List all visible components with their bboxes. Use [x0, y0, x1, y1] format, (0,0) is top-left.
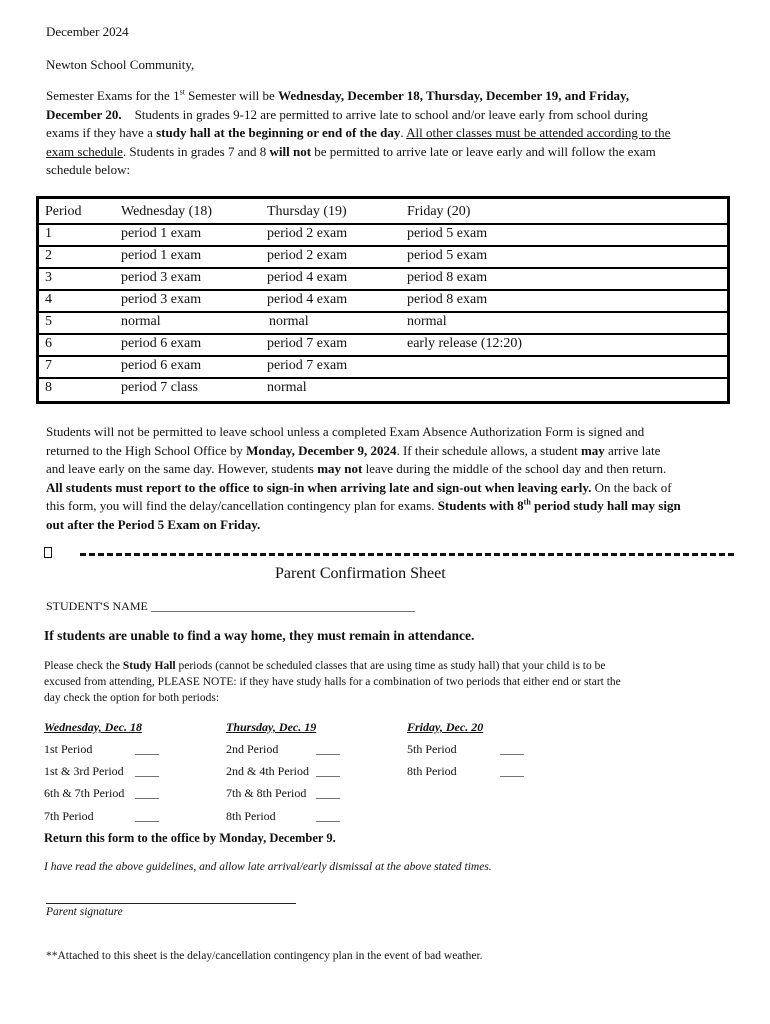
option-6th-7th-period-label: 6th & 7th Period [44, 786, 125, 800]
study-hall-instructions: Please check the Study Hall periods (cannot be scheduled classes that are using time as study hall) that your child is to be excused from attending, PLEASE NOTE: if they have study halls for a combination of two periods that either end or start the day check the option for both periods: [44, 660, 621, 704]
cell-wednesday: period 1 exam [121, 226, 202, 241]
option-7th-8th-period-checkbox[interactable]: ____ [316, 786, 340, 800]
option-7th-period-wed-label: 7th Period [44, 809, 94, 823]
cell-friday: period 5 exam [407, 226, 488, 241]
agreement-statement: I have read the above guidelines, and allow late arrival/early dismissal at the above stated times. [44, 861, 492, 873]
cell-wednesday: normal [121, 314, 161, 329]
cell-thursday: normal [269, 314, 309, 329]
cell-thursday: normal [267, 380, 307, 395]
return-note: Return this form to the office by Monday, December 9. [44, 831, 336, 845]
header-friday: Friday (20) [407, 204, 471, 219]
signature-label: Parent signature [46, 906, 123, 918]
cell-period: 7 [45, 358, 52, 373]
option-2nd-period-label: 2nd Period [226, 742, 279, 756]
cell-period: 5 [45, 314, 52, 329]
signature-line[interactable] [46, 903, 296, 904]
option-5th-period-checkbox[interactable]: ____ [500, 742, 524, 756]
option-1st-period-label: 1st Period [44, 742, 93, 756]
table-row [39, 267, 727, 291]
cell-thursday: period 7 exam [267, 358, 348, 373]
table-row [39, 289, 727, 313]
header-friday-dec-20: Friday, Dec. 20 [407, 720, 484, 734]
cell-thursday: period 2 exam [267, 248, 348, 263]
option-8th-period-thu-label: 8th Period [226, 809, 276, 823]
table-header-row [39, 201, 727, 225]
table-row [39, 333, 727, 357]
cell-wednesday: period 3 exam [121, 292, 202, 307]
header-wednesday: Wednesday (18) [121, 204, 213, 219]
cell-period: 4 [45, 292, 52, 307]
table-row [39, 245, 727, 269]
cell-period: 8 [45, 380, 52, 395]
header-thursday-dec-19: Thursday, Dec. 19 [226, 720, 317, 734]
cell-friday: normal [407, 314, 447, 329]
cell-wednesday: period 6 exam [121, 336, 202, 351]
option-7th-period-wed-checkbox[interactable]: ____ [135, 809, 159, 823]
intro-paragraph: Semester Exams for the 1st Semester will be Wednesday, December 18, Thursday, December 19, and Friday, December 20. Students in grades 9-12 are permitted to arrive late to school and/or leave early from school during exams if they have a study hall at the beginning or end of the day. All other classes must be attended according to the exam schedule. Students in grades 7 and 8 will not be permitted to arrive late or leave early and will follow the exam schedule below: [46, 87, 671, 177]
option-5th-period-label: 5th Period [407, 742, 457, 756]
cell-wednesday: period 6 exam [121, 358, 202, 373]
option-2nd-4th-period-checkbox[interactable]: ____ [316, 764, 340, 778]
option-1st-3rd-period-checkbox[interactable]: ____ [135, 764, 159, 778]
cell-wednesday: period 7 class [121, 380, 198, 395]
attendance-notice: If students are unable to find a way home, they must remain in attendance. [44, 628, 475, 643]
cell-thursday: period 4 exam [267, 270, 348, 285]
cell-wednesday: period 1 exam [121, 248, 202, 263]
cell-period: 2 [45, 248, 52, 263]
cell-thursday: period 7 exam [267, 336, 348, 351]
confirmation-title: Parent Confirmation Sheet [275, 565, 446, 582]
table-row [39, 355, 727, 379]
option-6th-7th-period-checkbox[interactable]: ____ [135, 786, 159, 800]
option-8th-period-fri-label: 8th Period [407, 764, 457, 778]
cell-friday: period 5 exam [407, 248, 488, 263]
cell-period: 3 [45, 270, 52, 285]
option-8th-period-thu-checkbox[interactable]: ____ [316, 809, 340, 823]
option-2nd-period-checkbox[interactable]: ____ [316, 742, 340, 756]
option-2nd-4th-period-label: 2nd & 4th Period [226, 764, 309, 778]
option-7th-8th-period-label: 7th & 8th Period [226, 786, 307, 800]
header-wednesday-dec-18: Wednesday, Dec. 18 [44, 720, 142, 734]
cell-friday: period 8 exam [407, 270, 488, 285]
cell-wednesday: period 3 exam [121, 270, 202, 285]
option-8th-period-fri-checkbox[interactable]: ____ [500, 764, 524, 778]
table-row [39, 223, 727, 247]
table-row [39, 311, 727, 335]
cell-friday: early release (12:20) [407, 336, 523, 351]
salutation: Newton School Community, [46, 57, 195, 72]
cell-thursday: period 2 exam [267, 226, 348, 241]
policy-paragraph: Students will not be permitted to leave school unless a completed Exam Absence Authorization Form is signed and returned to the High School Office by Monday, December 9, 2024. If their schedule allows, a student may arrive late and leave early on the same day. However, students may not leave during the middle of the school day and then return. All students must report to the office to sign-in when arriving late and sign-out when leaving early. On the back of this form, you will find the delay/cancellation contingency plan for exams. Students with 8th period study hall may sign out after the Period 5 Exam on Friday. [46, 424, 681, 532]
cell-period: 6 [45, 336, 52, 351]
attached-note: **Attached to this sheet is the delay/cancellation contingency plan in the event of bad weather. [46, 950, 483, 962]
student-name-field[interactable]: STUDENT'S NAME ____________________________________________ [46, 599, 415, 613]
exam-schedule-table [36, 196, 730, 404]
option-1st-period-checkbox[interactable]: ____ [135, 742, 159, 756]
cell-thursday: period 4 exam [267, 292, 348, 307]
letter-date: December 2024 [46, 24, 129, 39]
option-1st-3rd-period-label: 1st & 3rd Period [44, 764, 124, 778]
cut-line-divider [80, 553, 734, 556]
header-period: Period [45, 204, 82, 219]
cell-period: 1 [45, 226, 52, 241]
scissors-icon [44, 547, 52, 558]
table-row [39, 377, 727, 399]
cell-friday: period 8 exam [407, 292, 488, 307]
header-thursday: Thursday (19) [267, 204, 347, 219]
